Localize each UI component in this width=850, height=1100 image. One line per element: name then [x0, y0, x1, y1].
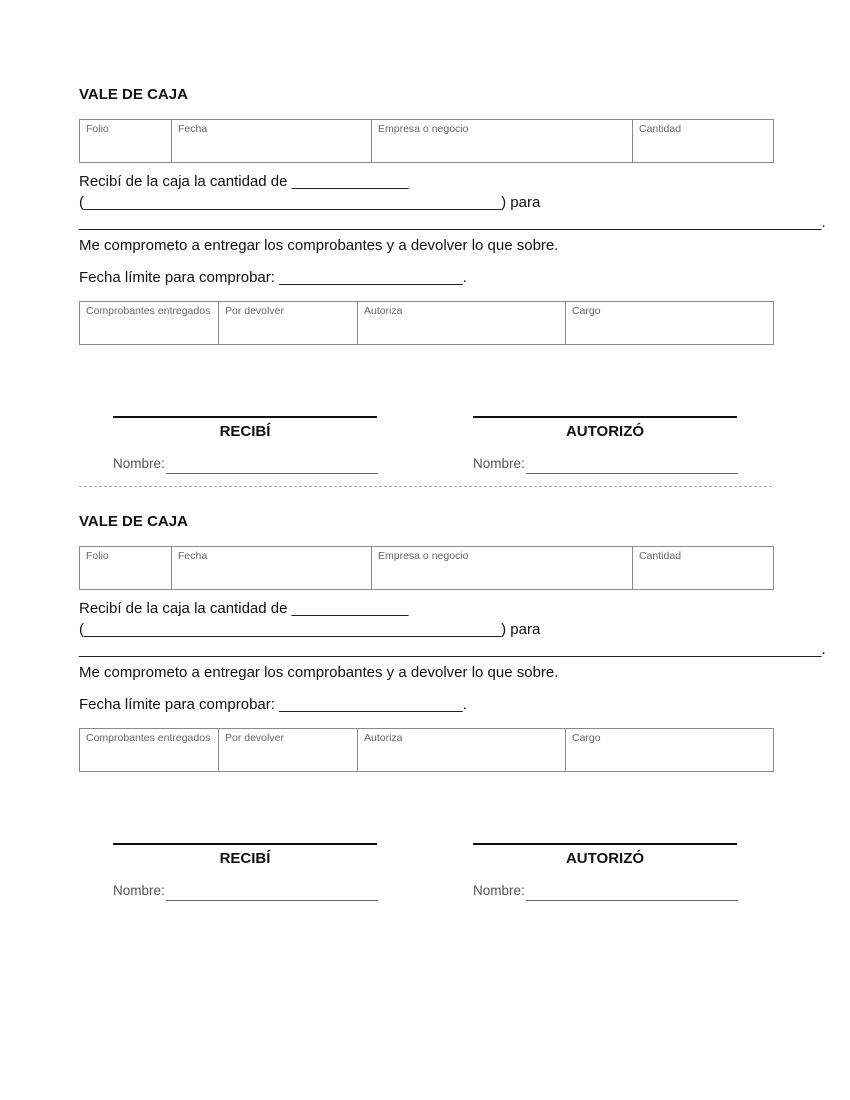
amount-words-line: (__________________________________________________) para	[79, 194, 541, 211]
cantidad-field[interactable]: Cantidad	[633, 547, 774, 590]
signature-line[interactable]	[113, 843, 377, 845]
empresa-field[interactable]: Empresa o negocio	[372, 547, 633, 590]
footer-table	[79, 728, 774, 772]
amount-line: Recibí de la caja la cantidad de ______________	[79, 600, 409, 617]
name-row-recibi	[113, 456, 378, 471]
signature-line[interactable]	[113, 416, 377, 418]
commitment-text: Me comprometo a entregar los comprobantes y a devolver lo que sobre.	[79, 664, 559, 681]
footer-table	[79, 301, 774, 345]
signature-line[interactable]	[473, 843, 737, 845]
name-input-line[interactable]	[166, 886, 378, 901]
por-devolver-field[interactable]: Por devolver	[219, 302, 358, 345]
signature-autorizo	[473, 416, 737, 440]
voucher-title: VALE DE CAJA	[79, 86, 188, 103]
header-table	[79, 119, 774, 163]
signature-recibi	[113, 416, 377, 440]
name-input-line[interactable]	[526, 886, 738, 901]
commitment-text: Me comprometo a entregar los comprobantes y a devolver lo que sobre.	[79, 237, 559, 254]
amount-line: Recibí de la caja la cantidad de ______________	[79, 173, 409, 190]
cargo-field[interactable]: Cargo	[566, 729, 774, 772]
signature-label: AUTORIZÓ	[565, 423, 645, 440]
name-input-line[interactable]	[526, 459, 738, 474]
cantidad-field[interactable]: Cantidad	[633, 120, 774, 163]
cut-line-divider	[79, 486, 772, 487]
amount-words-line: (__________________________________________________) para	[79, 621, 541, 638]
name-row-autorizo	[473, 456, 738, 471]
por-devolver-field[interactable]: Por devolver	[219, 729, 358, 772]
empresa-field[interactable]: Empresa o negocio	[372, 120, 633, 163]
voucher-1	[79, 86, 826, 486]
signature-label: RECIBÍ	[219, 423, 271, 440]
name-label: Nombre:	[473, 883, 525, 898]
comprobantes-field[interactable]: Comprobantes entregados	[80, 302, 219, 345]
voucher-2	[79, 513, 826, 913]
signature-recibi	[113, 843, 377, 867]
autoriza-field[interactable]: Autoriza	[358, 302, 566, 345]
name-input-line[interactable]	[166, 459, 378, 474]
comprobantes-field[interactable]: Comprobantes entregados	[80, 729, 219, 772]
deadline-line: Fecha límite para comprobar: ______________________.	[79, 696, 467, 713]
name-row-autorizo	[473, 883, 738, 898]
name-label: Nombre:	[473, 456, 525, 471]
signature-label: RECIBÍ	[219, 850, 271, 867]
folio-field[interactable]: Folio	[80, 547, 172, 590]
name-row-recibi	[113, 883, 378, 898]
fecha-field[interactable]: Fecha	[172, 120, 372, 163]
deadline-line: Fecha límite para comprobar: ______________________.	[79, 269, 467, 286]
name-label: Nombre:	[113, 456, 165, 471]
folio-field[interactable]: Folio	[80, 120, 172, 163]
fecha-field[interactable]: Fecha	[172, 547, 372, 590]
purpose-line: _________________________________________________________________________________________.	[79, 641, 826, 658]
signature-line[interactable]	[473, 416, 737, 418]
signature-label: AUTORIZÓ	[565, 850, 645, 867]
cargo-field[interactable]: Cargo	[566, 302, 774, 345]
signature-autorizo	[473, 843, 737, 867]
name-label: Nombre:	[113, 883, 165, 898]
voucher-title: VALE DE CAJA	[79, 513, 188, 530]
autoriza-field[interactable]: Autoriza	[358, 729, 566, 772]
purpose-line: _________________________________________________________________________________________.	[79, 214, 826, 231]
header-table	[79, 546, 774, 590]
